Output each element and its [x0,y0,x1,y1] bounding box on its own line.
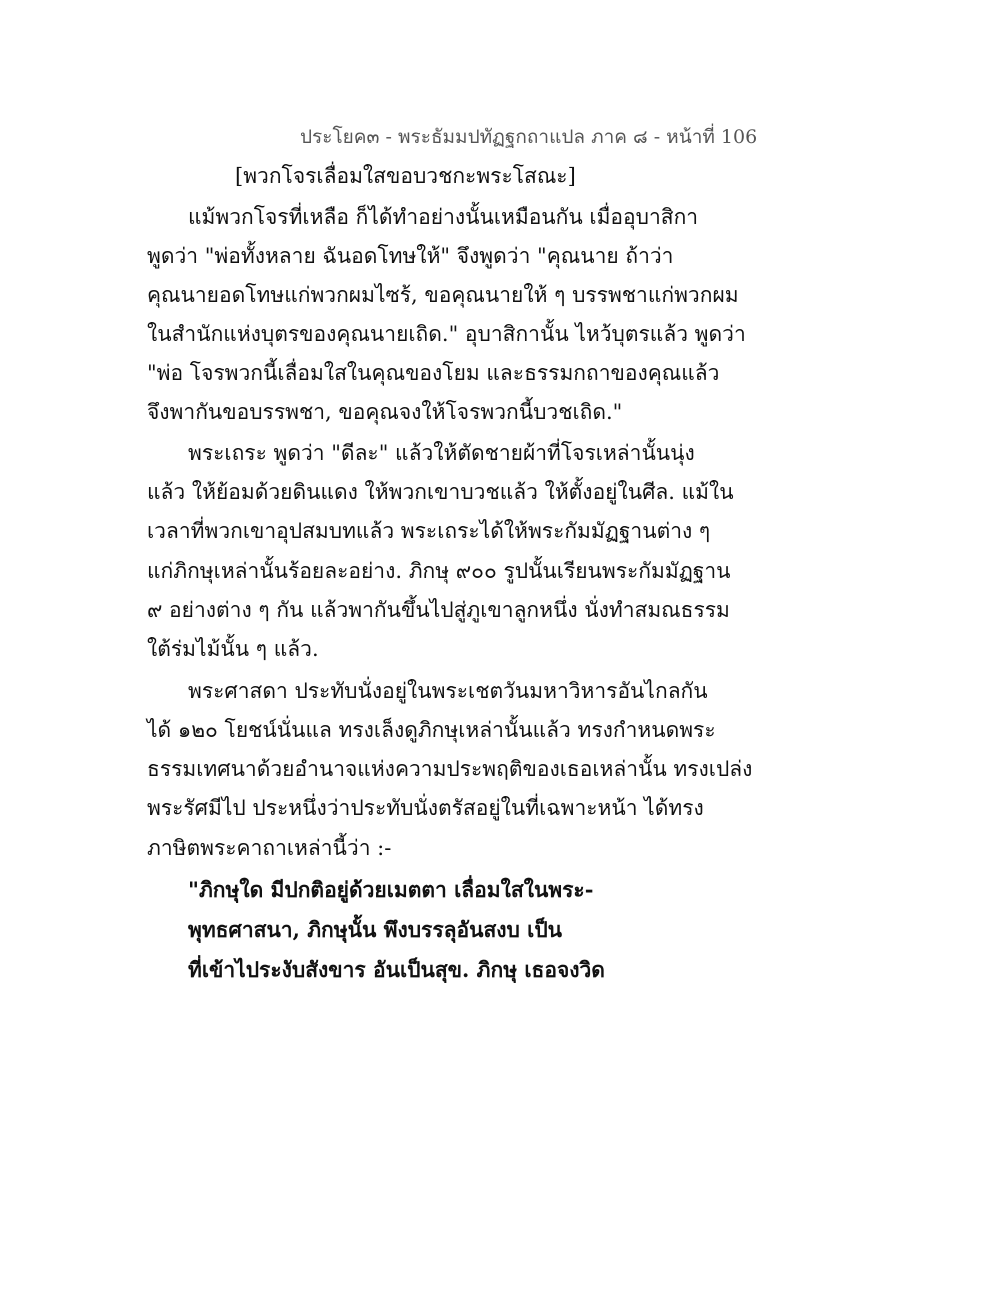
text-line: แก่ภิกษุเหล่านั้นร้อยละอย่าง. ภิกษุ ๙๐๐ รูปนั้นเรียนพระกัมมัฏฐาน [147,559,731,583]
text-line: แล้ว ให้ย้อมด้วยดินแดง ให้พวกเขาบวชแล้ว ให้ตั้งอยู่ในศีล. แม้ใน [147,480,734,504]
text-line: พระรัศมีไป ประหนึ่งว่าประทับนั่งตรัสอยู่ในที่เฉพาะหน้า ได้ทรง [147,796,704,820]
text-line: ใต้ร่มไม้นั้น ๆ แล้ว. [147,637,319,661]
text-line: ๙ อย่างต่าง ๆ กัน แล้วพากันขึ้นไปสู่ภูเขาลูกหนึ่ง นั่งทำสมณธรรม [147,598,730,622]
text-line: แม้พวกโจรที่เหลือ ก็ได้ทำอย่างนั้นเหมือนกัน เมื่ออุบาสิกา [188,205,699,229]
text-line: "พ่อ โจรพวกนี้เลื่อมใสในคุณของโยม และธรรมกถาของคุณแล้ว [147,361,720,385]
text-line: คุณนายอดโทษแก่พวกผมไซร้, ขอคุณนายให้ ๆ บรรพชาแก่พวกผม [147,283,739,307]
text-line: พระเถระ พูดว่า "ดีละ" แล้วให้ตัดชายผ้าที่โจรเหล่านั้นนุ่ง [188,441,695,465]
text-line: ภาษิตพระคาถาเหล่านี้ว่า :- [147,836,392,860]
page-header: ประโยค๓ - พระธัมมปทัฏฐกถาแปล ภาค ๘ - หน้าที่ 106 [300,126,758,148]
verse-line: ที่เข้าไประงับสังขาร อันเป็นสุข. ภิกษุ เธอจงวิด [188,957,605,982]
text-line: เวลาที่พวกเขาอุปสมบทแล้ว พระเถระได้ให้พระกัมมัฏฐานต่าง ๆ [147,519,711,543]
verse-line: พุทธศาสนา, ภิกษุนั้น พึงบรรลุอันสงบ เป็น [188,917,563,942]
text-line: ได้ ๑๒๐ โยชน์นั่นแล ทรงเล็งดูภิกษุเหล่านั้นแล้ว ทรงกำหนดพระ [147,718,716,742]
text-line: พูดว่า "พ่อทั้งหลาย ฉันอดโทษให้" จึงพูดว่า "คุณนาย ถ้าว่า [147,244,674,268]
section-title: [พวกโจรเลื่อมใสขอบวชกะพระโสณะ] [235,164,576,188]
verse-line: "ภิกษุใด มีปกติอยู่ด้วยเมตตา เลื่อมใสในพระ- [188,877,594,902]
text-line: ธรรมเทศนาด้วยอำนาจแห่งความประพฤติของเธอเหล่านั้น ทรงเปล่ง [147,757,753,781]
text-line: ในสำนักแห่งบุตรของคุณนายเถิด." อุบาสิกานั้น ไหว้บุตรแล้ว พูดว่า [147,322,746,346]
text-line: จึงพากันขอบรรพชา, ขอคุณจงให้โจรพวกนี้บวชเถิด." [147,400,623,424]
text-line: พระศาสดา ประทับนั่งอยู่ในพระเชตวันมหาวิหารอันไกลกัน [188,679,708,703]
